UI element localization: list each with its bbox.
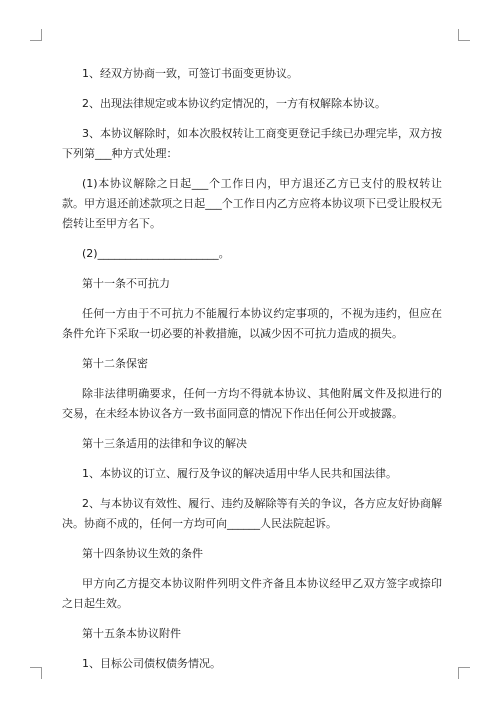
article-13-heading: 第十三条适用的法律和争议的解决 (82, 437, 247, 450)
crop-mark-bottom-left (30, 667, 42, 679)
article-12-heading: 第十二条保密 (82, 357, 148, 370)
option-1-refund: (1)本协议解除之日起___个工作日内，甲方退还乙方已支付的股权转让款。甲方退还前述款项之日起___个工作日内乙方应将本协议项下已受让股权无偿转让至甲方名下。 (62, 177, 442, 230)
crop-mark-top-left (30, 29, 42, 41)
article-13-item-1: 1、本协议的订立、履行及争议的解决适用中华人民共和国法律。 (82, 467, 397, 480)
clause-1-modification: 1、经双方协商一致，可签订书面变更协议。 (82, 67, 298, 80)
clause-3-termination-handling: 3、本协议解除时，如本次股权转让工商变更登记手续已办理完毕，双方按下列第___种方式处理： (62, 127, 442, 160)
article-14-heading: 第十四条协议生效的条件 (82, 547, 203, 560)
article-14-body: 甲方向乙方提交本协议附件列明文件齐备且本协议经甲乙双方签字或捺印之日起生效。 (62, 577, 442, 610)
article-13-item-2: 2、与本协议有效性、履行、违约及解除等有关的争议，各方应友好协商解决。协商不成的，任何一方均可向______人民法院起诉。 (62, 497, 442, 530)
document-body (62, 64, 442, 684)
crop-mark-top-right (458, 29, 470, 41)
article-12-body: 除非法律明确要求，任何一方均不得就本协议、其他附属文件及拟进行的交易，在未经本协议各方一致书面同意的情况下作出任何公开或披露。 (62, 387, 442, 420)
article-11-heading: 第十一条不可抗力 (82, 277, 170, 290)
article-15-item-1: 1、目标公司债权债务情况。 (82, 657, 221, 670)
crop-mark-bottom-right (458, 667, 470, 679)
option-2-blank: (2)______________________。 (82, 247, 230, 260)
article-11-body: 任何一方由于不可抗力不能履行本协议约定事项的，不视为违约，但应在条件允许下采取一切必要的补救措施，以减少因不可抗力造成的损失。 (62, 307, 442, 340)
article-15-heading: 第十五条本协议附件 (82, 627, 181, 640)
clause-2-termination-right: 2、出现法律规定或本协议约定情况的，一方有权解除本协议。 (82, 97, 386, 110)
